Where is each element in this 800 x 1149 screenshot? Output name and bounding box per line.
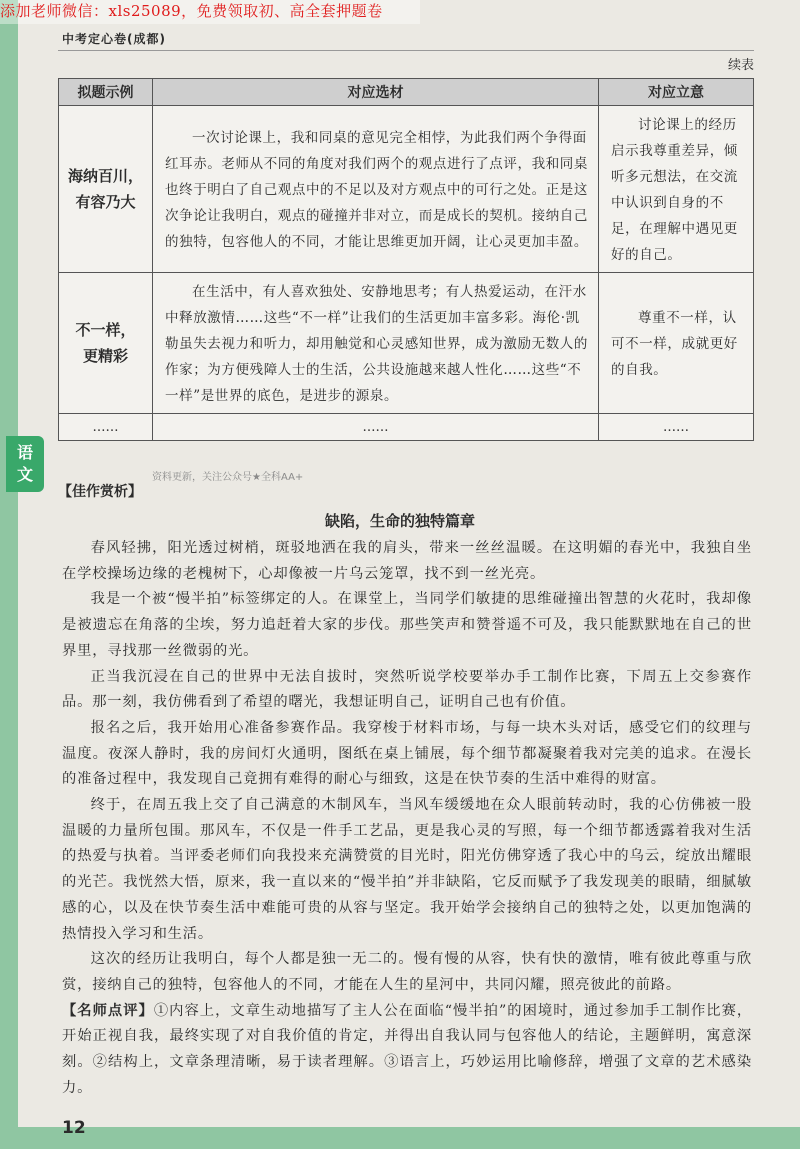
theme-cell bbox=[59, 273, 153, 414]
side-tab-char-2: 文 bbox=[16, 465, 33, 484]
header-intent: 对应立意 bbox=[599, 79, 754, 106]
teacher-comment-text: ①内容上，文章生动地描写了主人公在面临“慢半拍”的困境时，通过参加手工制作比赛，开始正视自我，最终实现了对自我价值的肯定，并得出自我认同与包容他人的结论，主题鲜明，寓意深刻。②结构上，文章条理清晰，易于读者理解。③语言上，巧妙运用比喻修辞，增强了文章的艺术感染力。 bbox=[62, 1002, 752, 1096]
theme-line-1: 不一样， bbox=[75, 321, 136, 339]
theme-cell: …… bbox=[59, 414, 153, 441]
material-cell: 在生活中，有人喜欢独处、安静地思考；有人热爱运动，在汗水中释放激情……这些“不一样”让我们的生活更加丰富多彩。海伦·凯勒虽失去视力和听力，却用触觉和心灵感知世界，成为激励无数人的作家；为方便残障人士的生活，公共设施越来越人性化……这些“不一样”是世界的底色，是进步的源泉。 bbox=[153, 273, 599, 414]
essay-paragraph: 终于，在周五我上交了自己满意的木制风车，当风车缓缓地在众人眼前转动时，我的心仿佛被一股温暖的力量所包围。那风车，不仅是一件手工艺品，更是我心灵的写照，每一个细节都透露着我对生活的热爱与执着。当评委老师们向我投来充满赞赏的目光时，阳光仿佛穿透了我心中的乌云，绽放出耀眼的光芒。我恍然大悟，原来，我一直以来的“慢半拍”并非缺陷，它反而赋予了我发现美的眼睛，细腻敏感的心，以及在快节奏生活中难能可贵的从容与坚定。我开始学会接纳自己的独特之处，以更加饱满的热情投入学习和生活。 bbox=[62, 797, 752, 942]
theme-line-2: 更精彩 bbox=[82, 347, 128, 365]
teacher-comment bbox=[62, 999, 752, 1102]
bottom-green-margin bbox=[18, 1127, 800, 1149]
table-continued-label: 续表 bbox=[727, 58, 754, 73]
header-material: 对应选材 bbox=[153, 79, 599, 106]
table-row bbox=[59, 106, 754, 273]
theme-line-2: 有容乃大 bbox=[75, 193, 136, 211]
section-heading: 【佳作赏析】 bbox=[58, 484, 142, 500]
table-row bbox=[59, 273, 754, 414]
page-number: 12 bbox=[62, 1118, 86, 1138]
left-green-margin bbox=[0, 0, 18, 1149]
promo-text: 资料更新，关注公众号★全科AA+ bbox=[152, 472, 304, 483]
header-theme: 拟题示例 bbox=[59, 79, 153, 106]
intent-cell: 讨论课上的经历启示我尊重差异，倾听多元想法，在交流中认识到自身的不足，在理解中遇见更好的自己。 bbox=[599, 106, 754, 273]
essay-title: 缺陷，生命的独特篇章 bbox=[324, 512, 475, 530]
essay-paragraph: 正当我沉浸在自己的世界中无法自拔时，突然听说学校要举办手工制作比赛，下周五上交参赛作品。那一刻，我仿佛看到了希望的曙光，我想证明自己，证明自己也有价值。 bbox=[62, 668, 752, 711]
essay-paragraph: 报名之后，我开始用心准备参赛作品。我穿梭于材料市场，与每一块木头对话，感受它们的纹理与温度。夜深人静时，我的房间灯火通明，图纸在桌上铺展，每个细节都凝聚着我对完美的追求。在漫长的准备过程中，我发现自己竟拥有难得的耐心与细致，这是在快节奏的生活中难得的财富。 bbox=[62, 719, 752, 788]
table-row bbox=[59, 414, 754, 441]
theme-line-1: 海纳百川， bbox=[67, 167, 143, 185]
side-tab-char-1: 语 bbox=[16, 443, 33, 462]
material-cell: …… bbox=[153, 414, 599, 441]
material-cell: 一次讨论课上，我和同桌的意见完全相悖，为此我们两个争得面红耳赤。老师从不同的角度对我们两个的观点进行了点评，我和同桌也终于明白了自己观点中的不足以及对方观点中的可行之处。正是这次争论让我明白，观点的碰撞并非对立，而是成长的契机。接纳自己的独特，包容他人的不同，才能让思维更加开阔，让心灵更加丰盈。 bbox=[153, 106, 599, 273]
essay-body bbox=[62, 536, 752, 1101]
intent-cell: 尊重不一样，认可不一样，成就更好的自我。 bbox=[599, 273, 754, 414]
subject-side-tab bbox=[6, 436, 44, 492]
essay-paragraph: 我是一个被“慢半拍”标签绑定的人。在课堂上，当同学们敏捷的思维碰撞出智慧的火花时，我却像是被遗忘在角落的尘埃，努力追赶着大家的步伐。那些笑声和赞誉遥不可及，我只能默默地在自己的世界里，寻找那一丝微弱的光。 bbox=[62, 591, 752, 659]
watermark-text: 添加老师微信：xls25089，免费领取初、高全套押题卷 bbox=[0, 0, 420, 24]
teacher-comment-label: 【名师点评】 bbox=[62, 1002, 154, 1019]
essay-paragraph: 这次的经历让我明白，每个人都是独一无二的。慢有慢的从容，快有快的激情，唯有彼此尊重与欣赏，接纳自己的独特，包容他人的不同，才能在人生的星河中，共同闪耀，照亮彼此的前路。 bbox=[62, 951, 752, 993]
intent-cell: …… bbox=[599, 414, 754, 441]
table-header-row bbox=[59, 79, 754, 106]
book-series-title: 中考定心卷(成都) bbox=[62, 32, 166, 46]
header-rule bbox=[58, 50, 754, 51]
topic-table bbox=[58, 78, 754, 441]
theme-cell bbox=[59, 106, 153, 273]
essay-paragraph: 春风轻拂，阳光透过树梢，斑驳地洒在我的肩头，带来一丝丝温暖。在这明媚的春光中，我独自坐在学校操场边缘的老槐树下，心却像被一片乌云笼罩，找不到一丝光亮。 bbox=[62, 540, 752, 582]
